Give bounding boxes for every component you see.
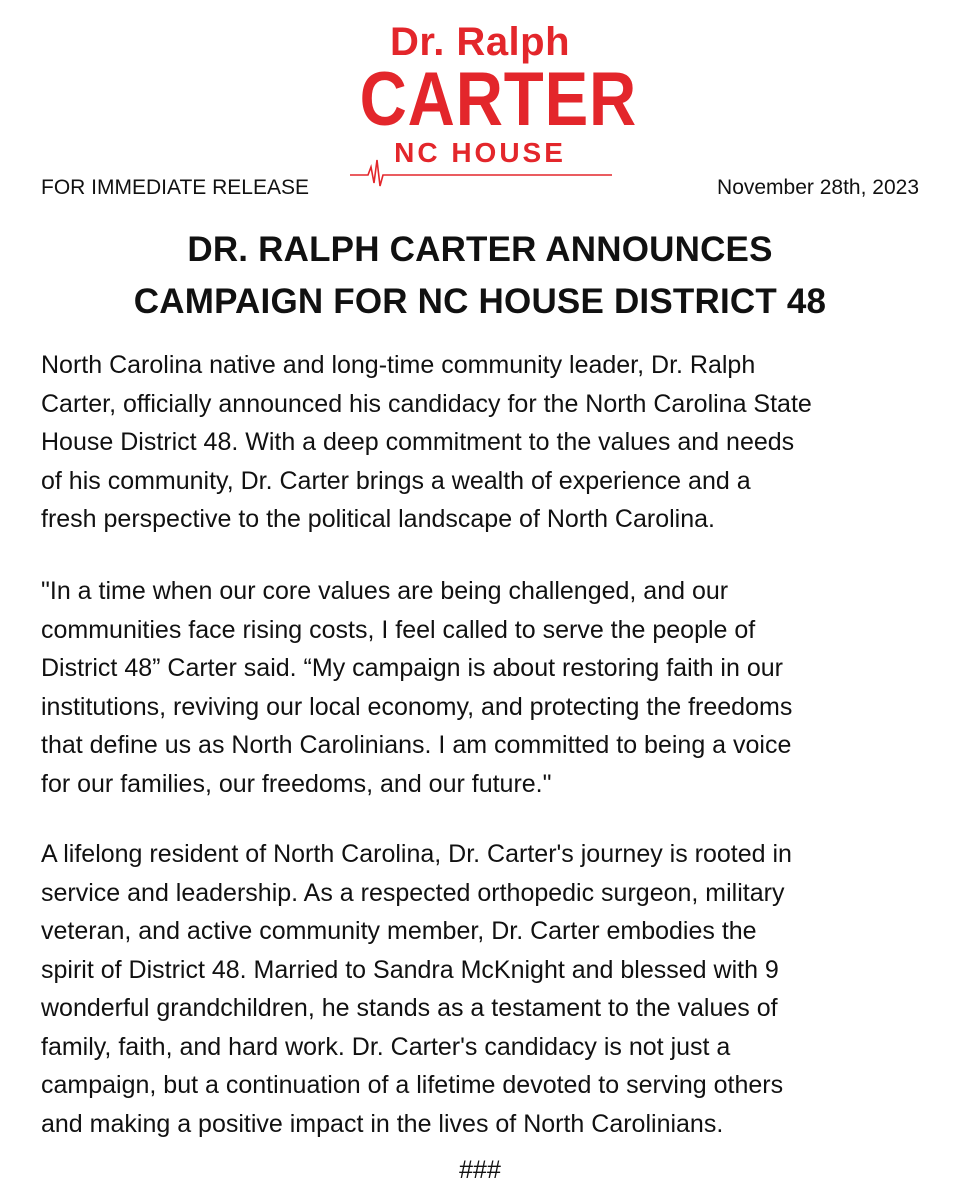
end-of-release-mark: ### <box>459 1156 501 1184</box>
paragraph-announcement <box>41 346 931 539</box>
paragraph-line: that define us as North Carolinians. I am committed to being a voice <box>41 731 792 759</box>
paragraph-line: Carter, officially announced his candidacy for the North Carolina State <box>41 389 812 418</box>
release-date: November 28th, 2023 <box>717 176 919 199</box>
paragraph-line: veteran, and active community member, Dr. Carter embodies the <box>41 917 757 945</box>
logo-office: NC HOUSE <box>394 137 566 168</box>
paragraph-line: "In a time when our core values are being challenged, and our <box>41 577 729 605</box>
paragraph-line: service and leadership. As a respected orthopedic surgeon, military <box>41 878 785 907</box>
paragraph-quote <box>41 572 931 803</box>
paragraph-line: fresh perspective to the political landscape of North Carolina. <box>41 505 715 533</box>
paragraph-line: wonderful grandchildren, he stands as a testament to the values of <box>41 994 778 1022</box>
paragraph-line: institutions, reviving our local economy, and protecting the freedoms <box>41 692 793 721</box>
headline-line: CAMPAIGN FOR NC HOUSE DISTRICT 48 <box>133 282 827 321</box>
release-label: FOR IMMEDIATE RELEASE <box>41 176 309 199</box>
paragraph-line: House District 48. With a deep commitment to the values and needs <box>41 428 795 456</box>
paragraph-line: North Carolina native and long-time community leader, Dr. Ralph <box>41 351 756 379</box>
release-info-row <box>41 174 919 202</box>
paragraph-line: campaign, but a continuation of a lifetime devoted to serving others <box>41 1071 784 1099</box>
paragraph-biography <box>41 835 931 1143</box>
paragraph-line: of his community, Dr. Carter brings a wealth of experience and a <box>41 466 751 495</box>
logo-surname: CARTER <box>359 57 638 142</box>
paragraph-line: family, faith, and hard work. Dr. Carter's candidacy is not just a <box>41 1032 731 1061</box>
campaign-logo <box>340 14 638 174</box>
headline-line: DR. RALPH CARTER ANNOUNCES <box>187 230 773 269</box>
press-release-headline <box>0 224 960 328</box>
logo-name-line: Dr. Ralph <box>389 20 571 64</box>
paragraph-line: communities face rising costs, I feel called to serve the people of <box>41 615 756 644</box>
paragraph-line: for our families, our freedoms, and our future." <box>41 769 552 798</box>
paragraph-line: A lifelong resident of North Carolina, Dr. Carter's journey is rooted in <box>41 840 792 868</box>
paragraph-line: District 48” Carter said. “My campaign is about restoring faith in our <box>41 654 783 682</box>
paragraph-line: spirit of District 48. Married to Sandra McKnight and blessed with 9 <box>41 955 779 984</box>
paragraph-line: and making a positive impact in the lives of North Carolinians. <box>41 1109 724 1138</box>
